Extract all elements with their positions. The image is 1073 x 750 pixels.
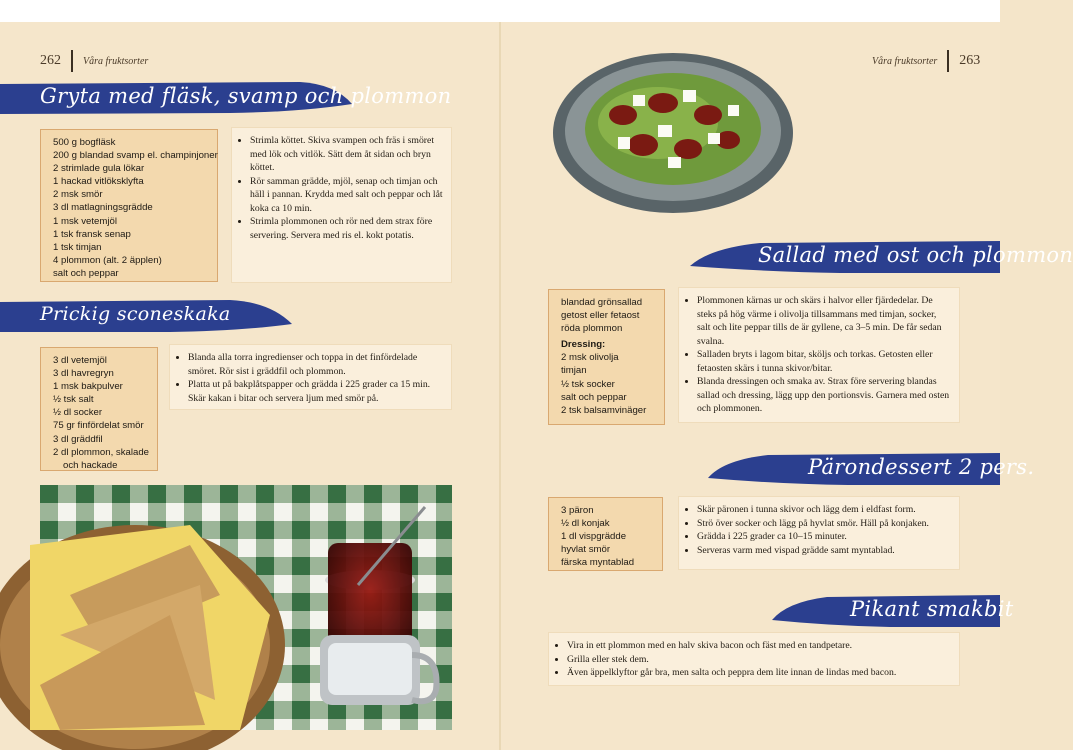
ingredient: 3 dl matlagningsgrädde [53,202,153,214]
instruction-step: • Salladen bryts i lagom bitar, sköljs och torkas. Getosten eller fetaosten skärs i tunna skivor/bitar. [697,348,951,375]
instruction-step: • Även äppelklyftor går bra, men salta och peppra dem lite innan de lindas med bacon. [567,666,951,680]
instruction-step: • Grädda i 225 grader ca 10–15 minuter. [697,530,951,544]
recipe-title: Pärondessert 2 pers. [808,455,1035,479]
page-divider [947,50,949,72]
recipe-banner-pikant [772,594,1014,630]
ingredient: färska myntablad [561,557,635,569]
instruction-step: • Skär päronen i tunna skivor och lägg dem i eldfast form. [697,503,951,517]
ingredient: ½ dl konjak [561,518,610,530]
right-section-title: Våra fruktsorter [872,56,938,68]
instruction-step: • Vira in ett plommon med en halv skiva bacon och fäst med en tandpetare. [567,639,951,653]
ingredient: 2 tsk balsamvinäger [561,404,647,416]
instruction-step: • Strö över socker och lägg på hyvlat smör. Häll på konjaken. [697,517,951,531]
ingredient: 4 plommon (alt. 2 äpplen) [53,254,162,266]
ingredient-list-sconeskaka [40,347,158,471]
dressing-label: Dressing: [561,339,606,351]
ingredient: ½ dl socker [53,407,103,419]
instruction-step: • Strimla plommonen och rör ned dem strax före servering. Servera med ris el. kokt potatis. [250,215,443,242]
ingredient-list-sallad [548,289,665,425]
ingredient: 1 tsk fransk senap [53,228,131,240]
ingredient: 3 dl gräddfil [53,433,103,445]
ingredient: ½ tsk socker [561,378,615,390]
ingredient: 1 tsk timjan [53,241,102,253]
ingredient: 1 hackad vitlöksklyfta [53,176,144,188]
instructions-sallad [678,287,960,423]
left-running-head [40,50,148,72]
instructions-sconeskaka [169,344,452,410]
ingredient: 2 msk olivolja [561,352,619,364]
top-strip [0,0,1000,22]
instruction-step: • Blanda dressingen och smaka av. Strax före servering blandas sallad och dressing, lägg upp den portionsvis. Garnera med osten och plommonen. [697,375,951,416]
ingredient: och hackade [63,459,118,471]
ingredient: 75 gr finfördelat smör [53,420,144,432]
recipe-banner-gryta [0,82,452,116]
instruction-step: • Strimla köttet. Skiva svampen och fräs i smöret med lök och vitlök. Sätt dem åt sidan och bryn köttet. [250,134,443,175]
recipe-title: Sallad med ost och plommon [758,243,1073,267]
instructions-gryta [231,127,452,283]
instruction-step: • Serveras varm med vispad grädde samt myntablad. [697,544,951,558]
ingredient: blandad grönsallad [561,297,643,308]
ingredient: getost eller fetaost [561,310,640,322]
recipe-banner-sconeskaka [0,300,300,334]
instruction-step: • Platta ut på bakplåtspapper och grädda i 225 grader ca 15 min. Skär kakan i bitar och servera ljum med smör på. [188,378,443,405]
recipe-banner-parondessert [708,452,1035,488]
ingredient: hyvlat smör [561,544,611,556]
recipe-title: Gryta med fläsk, svamp och plommon [40,84,452,108]
ingredient: 2 strimlade gula lökar [53,163,145,175]
ingredient: 1 msk bakpulver [53,381,123,393]
left-section-title: Våra fruktsorter [83,56,149,68]
right-running-head [872,50,980,72]
ingredient: röda plommon [561,323,623,335]
instruction-step: • Blanda alla torra ingredienser och toppa in det finfördelade smöret. Rör sist i gräddfil och plommon. [188,351,443,378]
ingredient: 200 g blandad svamp el. champinjoner [53,150,218,162]
ingredient: 3 päron [561,505,594,516]
instructions-pikant [548,632,960,686]
ingredient: 500 g bogfläsk [53,137,116,148]
page-gutter [499,22,501,750]
ingredient: timjan [561,365,587,377]
instructions-parondessert [678,496,960,570]
ingredient-list-parondessert [548,497,663,571]
instruction-step: • Rör samman grädde, mjöl, senap och timjan och häll i pannan. Krydda med salt och peppar och låt koka ca 10 min. [250,175,443,216]
ingredient: ½ tsk salt [53,394,94,406]
left-page-number: 262 [40,53,61,69]
ingredient: 2 dl plommon, skalade [53,446,149,458]
recipe-banner-sallad [690,240,1073,276]
ingredient: 3 dl havregryn [53,368,114,380]
right-page-number: 263 [959,53,981,69]
instruction-step: • Plommonen kärnas ur och skärs i halvor eller fjärdedelar. De steks på hög värme i olivolja tillsammans med timjan, socker, salt och lite peppar tills de är gyllene, ca 3–5 min. De får sedan svalna. [697,294,951,348]
ingredient: salt och peppar [561,391,627,403]
salad-photo [548,45,798,215]
page-divider [71,50,73,72]
ingredient-list-gryta [40,129,218,282]
ingredient: 1 dl vispgrädde [561,531,627,543]
instruction-step: • Grilla eller stek dem. [567,653,951,667]
recipe-title: Pikant smakbit [850,597,1014,621]
ingredient: 3 dl vetemjöl [53,355,107,366]
scone-photo [40,485,452,730]
ingredient: salt och peppar [53,267,119,279]
ingredient: 1 msk vetemjöl [53,215,117,227]
ingredient: 2 msk smör [53,189,103,201]
recipe-title: Prickig sconeskaka [40,303,231,325]
